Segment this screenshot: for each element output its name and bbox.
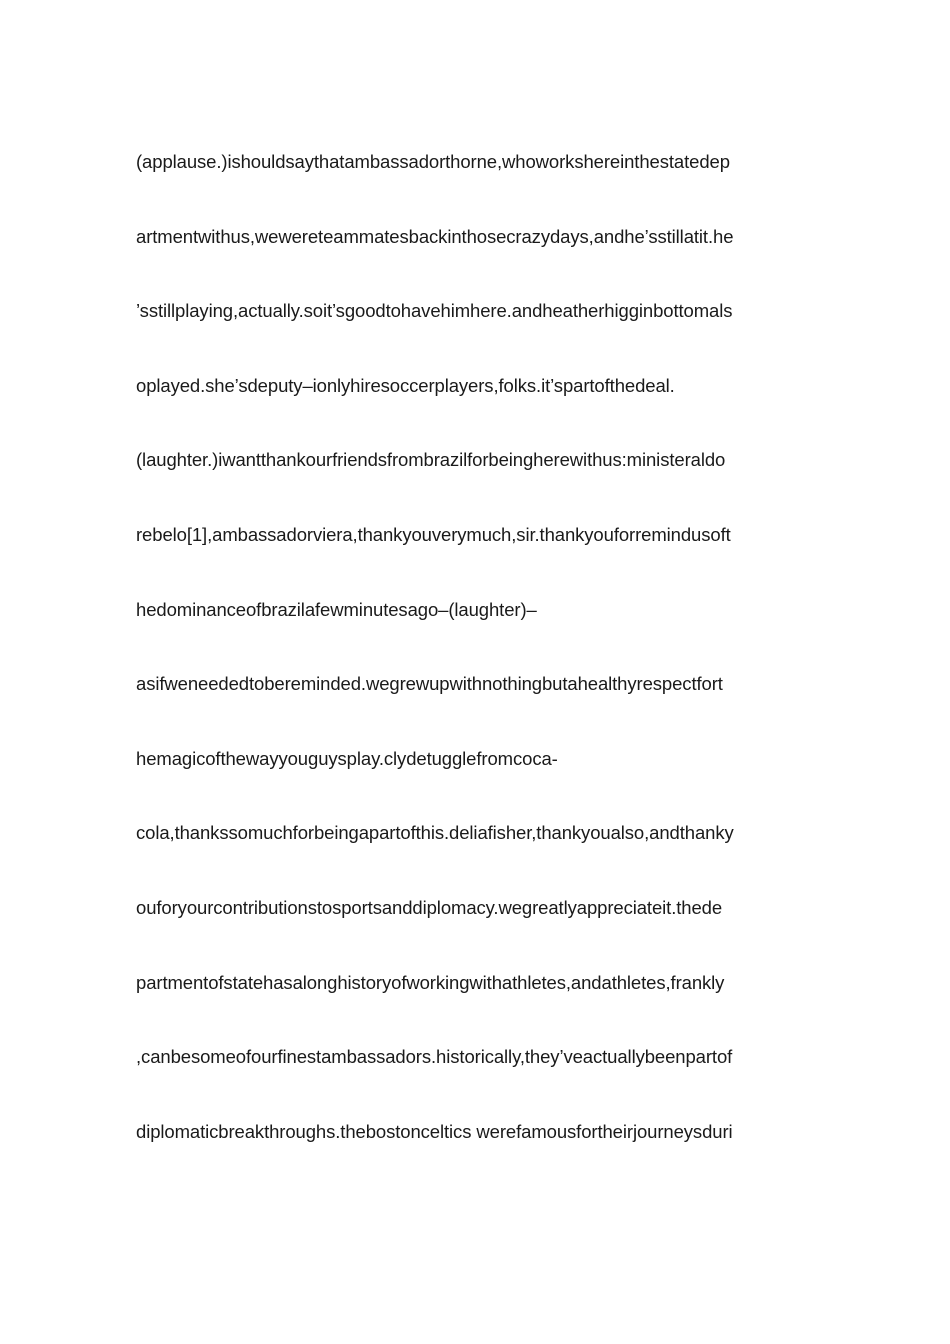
text-line: partmentofstatehasalonghistoryofworkingwithathletes,andathletes,frankly (136, 971, 725, 993)
text-line: (laughter.)iwantthankourfriendsfrombrazilforbeingherewithus:ministeraldo (136, 449, 726, 471)
text-line: hedominanceofbrazilafewminutesago–(laughter)– (136, 598, 537, 620)
text-line: ’sstillplaying,actually.soit’sgoodtohavehimhere.andheatherhigginbottomals (136, 300, 733, 322)
text-line: ouforyourcontributionstosportsanddiplomacy.wegreatlyappreciateit.thede (136, 896, 723, 918)
text-line: artmentwithus,wewereteammatesbackinthosecrazydays,andhe’sstillatit.he (136, 225, 734, 247)
text-line: oplayed.she’sdeputy–ionlyhiresoccerplayers,folks.it’spartofthedeal. (136, 374, 675, 396)
text-line: ,canbesomeofourfinestambassadors.historically,they’veactuallybeenpartof (136, 1046, 733, 1068)
text-line: rebelo[1],ambassadorviera,thankyouverymuch,sir.thankyouforremindusoft (136, 523, 731, 545)
text-line: hemagicofthewayyouguysplay.clydetugglefromcoca- (136, 747, 558, 769)
text-line: diplomaticbreakthroughs.thebostonceltics werefamousfortheirjourneysduri (136, 1120, 733, 1142)
body-text (136, 148, 826, 1192)
text-line: cola,thankssomuchforbeingapartofthis.deliafisher,thankyoualso,andthanky (136, 822, 734, 844)
text-line: asifweneededtobereminded.wegrewupwithnothingbutahealthyrespectfort (136, 673, 723, 695)
text-line: (applause.)ishouldsaythatambassadorthorne,whoworkshereinthestatedep (136, 151, 730, 172)
